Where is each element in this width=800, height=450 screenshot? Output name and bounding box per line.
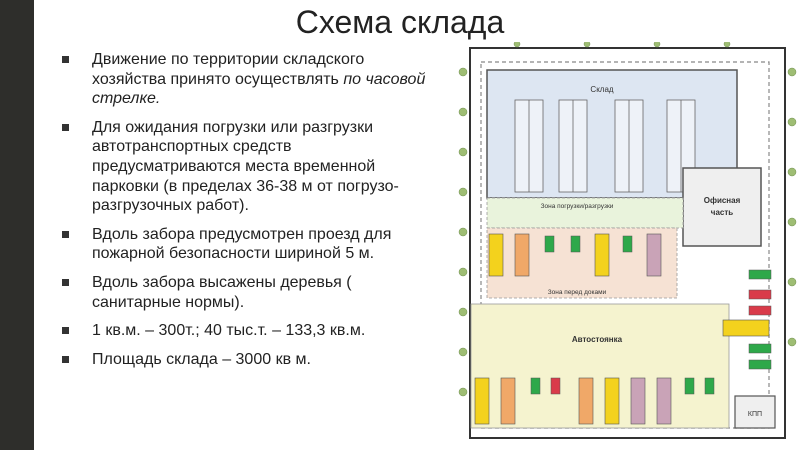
warehouse-site-plan [457,42,800,450]
left-accent-bar [0,0,34,450]
bullet-text: Движение по территории складского хозяйства принято осуществлять [92,51,365,88]
bullet-text: Площадь склада – 3000 кв м. [92,350,311,368]
bullet-text: Для ожидания погрузки или разгрузки автотранспортных средств предусматриваются места временной парковки (в пределах 36-38 м от погрузо-разгрузочных работ). [92,118,399,215]
bullet-item [62,273,442,312]
office-label-1: Офисная [703,196,741,205]
checkpoint-label: КПП [747,411,763,418]
office-area [683,168,761,246]
office-label-2: часть [710,208,734,217]
bullet-marker [62,56,69,63]
side-truck [723,320,769,336]
parking-label: Автостоянка [571,335,623,344]
loading-zone-label: Зона погрузки/разгрузки [540,203,614,210]
bullet-item [62,50,442,109]
bullet-emphasis: по часовой стрелке. [92,70,426,108]
warehouse-label: Склад [590,85,614,94]
page-title: Схема склада [295,4,505,40]
bullet-marker [62,231,69,238]
bullet-item [62,350,442,370]
bullet-marker [62,356,69,363]
dock-zone-label: Зона перед доками [547,289,607,296]
bullet-text: 1 кв.м. – 300т.; 40 тыс.т. – 133,3 кв.м. [92,322,366,340]
bullet-item [62,225,442,264]
bullet-text: Вдоль забора высажены деревья ( санитарные нормы). [92,273,352,311]
bullet-item [62,118,442,216]
bullet-marker [62,279,69,286]
bullet-marker [62,327,69,334]
bullet-text: Вдоль забора предусмотрен проезд для пожарной безопасности шириной 5 м. [92,225,392,263]
bullet-list [62,50,442,378]
bullet-item [62,321,442,341]
bullet-marker [62,124,69,131]
